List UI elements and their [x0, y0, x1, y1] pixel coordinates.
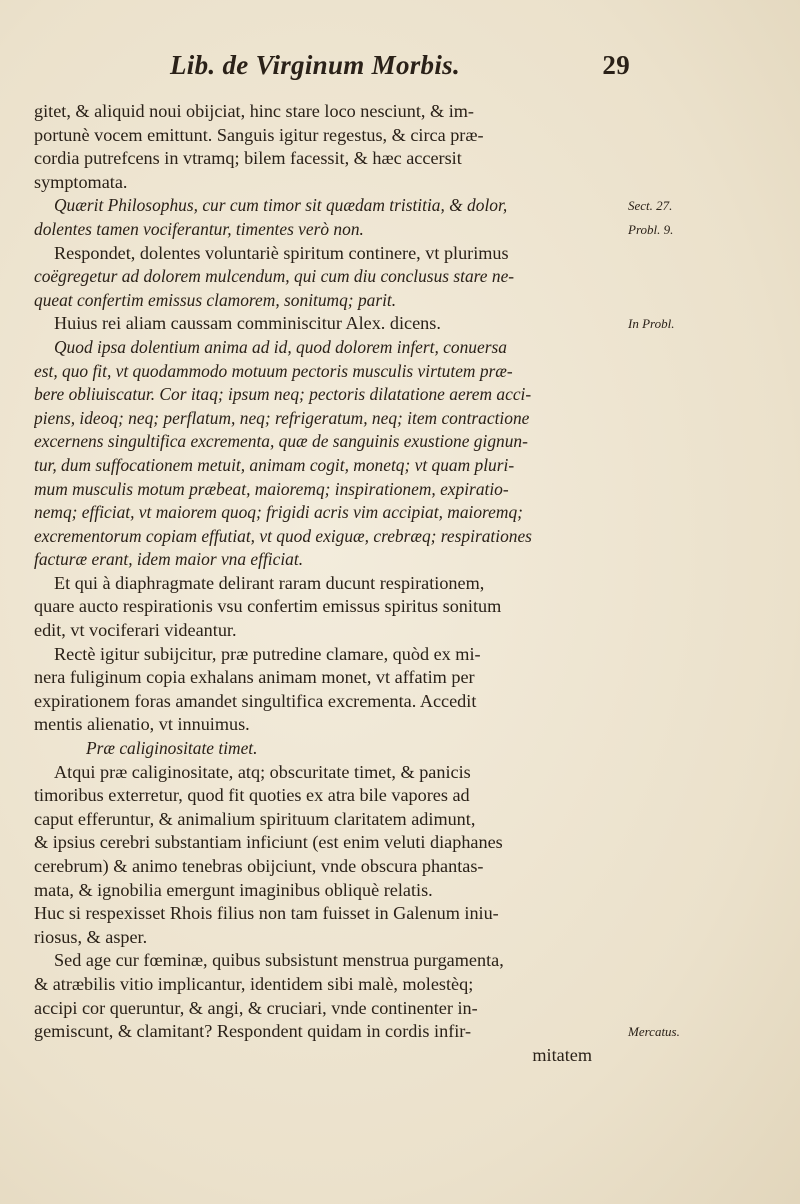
running-title: Lib. de Virginum Morbis. [170, 50, 461, 80]
body-text [34, 100, 622, 1067]
text-line: mata, & ignobilia emergunt imaginibus obliquè relatis. [34, 879, 433, 900]
text-line: dolentes tamen vociferantur, timentes verò non. [34, 218, 364, 239]
text-line: Quod ipsa dolentium anima ad id, quod dolorem infert, conuersa [54, 336, 507, 357]
text-line: nera fuliginum copia exhalans animam monet, vt affatim per [34, 667, 475, 688]
text-line: gemiscunt, & clamitant? Respondent quidam in cordis infir- [34, 1021, 472, 1042]
text-line: Quærit Philosophus, cur cum timor sit quædam tristitia, & dolor, [54, 195, 508, 216]
text-line: bere obliuiscatur. Cor itaq; ipsum neq; pectoris dilatatione aerem acci- [34, 384, 532, 405]
text-line: Huc si respexisset Rhois filius non tam fuisset in Galenum iniu- [34, 903, 499, 924]
text-line: facturæ erant, idem maior vna efficiat. [34, 549, 304, 570]
text-line: mitatem [532, 1044, 592, 1065]
text-line: accipi cor queruntur, & angi, & cruciari, vnde continenter in- [34, 997, 478, 1018]
text-line: riosus, & asper. [34, 926, 148, 947]
text-line: caput efferuntur, & animalium spirituum claritatem adimunt, [34, 808, 476, 829]
text-line: excrementorum copiam effutiat, vt quod exiguæ, crebræq; respirationes [34, 525, 532, 546]
text-line: gitet, & aliquid noui obijciat, hinc stare loco nesciunt, & im- [34, 101, 474, 121]
marginal-note: In Probl. [628, 316, 675, 332]
text-line: Sed age cur fœminæ, quibus subsistunt menstrua purgamenta, [54, 950, 504, 971]
marginal-note: Sect. 27. [628, 198, 673, 214]
text-line: Et qui à diaphragmate delirant raram ducunt respirationem, [54, 572, 485, 593]
text-line: Respondet, dolentes voluntariè spiritum continere, vt plurimus [54, 242, 509, 263]
marginal-note: Probl. 9. [628, 222, 674, 237]
text-line: Præ caliginositate timet. [86, 738, 258, 759]
text-line: Atqui præ caliginositate, atq; obscuritate timet, & panicis [54, 761, 471, 782]
text-line: edit, vt vociferari videantur. [34, 620, 237, 641]
text-line: symptomata. [34, 171, 128, 192]
text-line: & atræbilis vitio implicantur, identidem sibi malè, molestèq; [34, 973, 474, 994]
text-line: timoribus exterretur, quod fit quoties ex atra bile vapores ad [34, 785, 470, 806]
running-header [170, 50, 630, 86]
text-line: tur, dum suffocationem metuit, animam cogit, monetq; vt quam pluri- [34, 454, 515, 475]
text-line: excernens singultifica excrementa, quæ de sanguinis exustione gignun- [34, 431, 528, 452]
text-line: expirationem foras amandet singultifica excrementa. Accedit [34, 690, 477, 711]
text-line: & ipsius cerebri substantiam inficiunt (est enim veluti diaphanes [34, 832, 503, 853]
text-line: Huius rei aliam caussam comminiscitur Alex. dicens. [54, 313, 441, 334]
text-line: mum musculis motum præbeat, maioremq; inspirationem, expiratio- [34, 478, 509, 499]
text-line: quare aucto respirationis vsu confertim emissus spiritus sonitum [34, 596, 502, 617]
text-line: Rectè igitur subijcitur, præ putredine clamare, quòd ex mi- [54, 643, 481, 664]
text-line: nemq; efficiat, vt maiorem quoq; frigidi acris vim accipiat, maioremq; [34, 502, 523, 523]
text-line: portunè vocem emittunt. Sanguis igitur regestus, & circa præ- [34, 124, 484, 145]
marginal-note: Mercatus. [628, 1024, 680, 1040]
text-line: mentis alienatio, vt innuimus. [34, 714, 250, 735]
text-line: est, quo fit, vt quodammodo motuum pectoris musculis virtutem præ- [34, 360, 513, 381]
page-number: 29 [602, 50, 630, 80]
text-line: queat confertim emissus clamorem, sonitumq; parit. [34, 289, 397, 310]
text-line: cordia putrefcens in vtramq; bilem facessit, & hæc accersit [34, 148, 462, 169]
text-line: cerebrum) & animo tenebras obijciunt, vnde obscura phantas- [34, 856, 484, 876]
text-line: coëgregetur ad dolorem mulcendum, qui cum diu conclusus stare ne- [34, 266, 515, 287]
text-line: piens, ideoq; neq; perflatum, neq; refrigeratum, neq; item contractione [34, 407, 530, 428]
